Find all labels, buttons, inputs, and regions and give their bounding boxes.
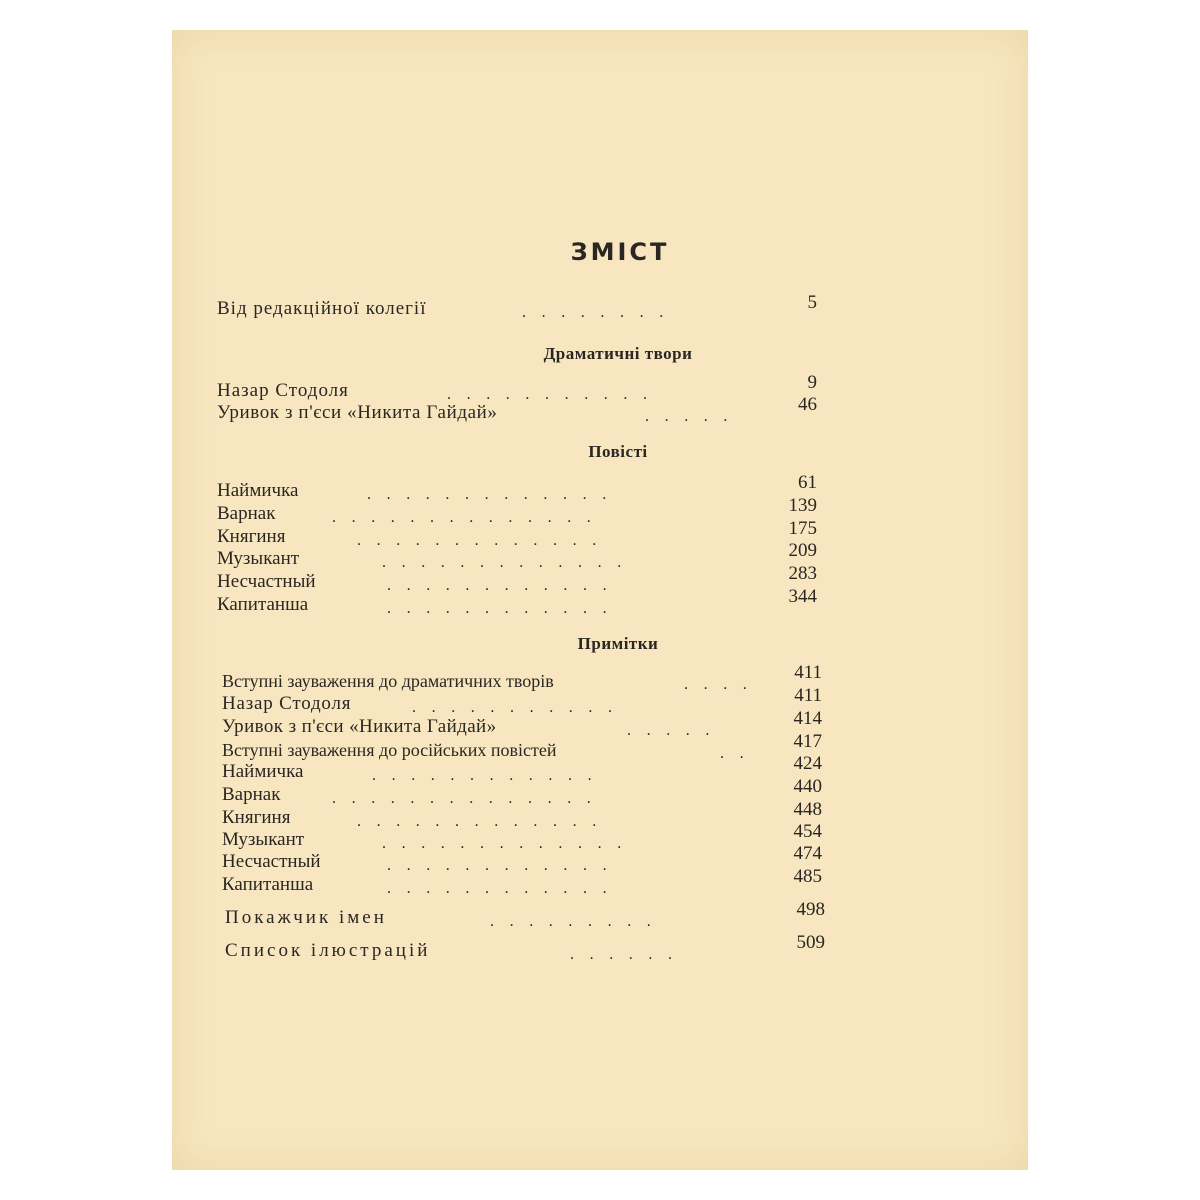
toc-entry-label: Уривок з п'єси «Никита Гайдай» [222,716,497,737]
toc-entry[interactable] [222,731,822,762]
toc-entry-page: 454 [793,821,822,842]
section-heading-stories: Повісті [588,442,648,461]
leader-dots: ............. [357,813,612,830]
section-heading-drama: Драматичні твори [543,344,693,363]
toc-entry[interactable] [217,372,817,403]
toc-entry-page: 175 [788,518,817,539]
toc-entry-page: 440 [793,776,822,797]
toc-entry-label: Княгиня [222,807,291,828]
toc-entry[interactable] [222,685,822,716]
leader-dots: ............ [372,767,608,784]
toc-entry[interactable] [217,586,817,617]
toc-entry-label: Музыкант [217,548,300,569]
toc-entry-label: Вступні зауваження до драматичних творів [222,671,554,691]
toc-entry-label: Капитанша [222,874,314,895]
leader-dots: ......... [490,913,667,930]
leader-dots: ............ [387,600,623,617]
leader-dots: .............. [332,509,607,526]
leader-dots: ............ [387,577,623,594]
toc-entry-page: 448 [793,799,822,820]
leader-dots: ........ [522,304,679,321]
toc-entry-label: Капитанша [217,594,309,615]
toc-entry-page: 283 [788,563,817,584]
toc-entry[interactable] [222,866,822,897]
toc-entry-label: Княгиня [217,526,286,547]
toc-entry-page: 344 [788,586,817,607]
leader-dots: ............. [357,532,612,549]
leader-dots: ............. [382,835,637,852]
leader-dots: ..... [627,722,725,739]
toc-entry-page: 9 [807,372,817,393]
leader-dots: ............ [387,857,623,874]
section-heading-notes: Примітки [577,634,659,653]
toc-entry-label: Покажчик імен [225,907,387,928]
toc-entry-label: Назар Стодоля [222,693,352,714]
toc-entry[interactable] [222,662,822,693]
toc-entry[interactable] [222,799,822,830]
toc-entry-page: 485 [793,866,822,887]
leader-dots: ........... [447,386,663,403]
toc-entry-page: 5 [807,292,817,313]
toc-entry[interactable] [217,518,817,549]
toc-entry-label: Варнак [217,503,276,524]
toc-entry-index[interactable] [225,899,825,930]
toc-entry-label: Несчастный [217,571,316,592]
book-page [172,30,1028,1170]
toc-entry-label: Уривок з п'єси «Никита Гайдай» [217,402,498,423]
leader-dots: ..... [645,408,743,425]
toc-entry[interactable] [217,563,817,594]
page-title: ЗМІСТ [570,238,670,266]
toc-entry-label: Від редакційної колегії [217,298,427,319]
toc-entry-label: Вступні зауваження до російських повістей [222,740,557,760]
leader-dots: .... [684,676,763,693]
leader-dots: ............ [387,880,623,897]
toc-entry-label: Наймичка [222,761,304,782]
leader-dots: ............. [382,554,637,571]
leader-dots: ........... [412,699,628,716]
toc-entry-page: 411 [794,662,822,683]
toc-entry[interactable] [217,394,817,425]
toc-entry-page: 139 [788,495,817,516]
toc-entry-label: Несчастный [222,851,321,872]
toc-entry-label: Список ілюстрацій [225,940,431,961]
toc-entry-page: 509 [796,932,825,953]
leader-dots: ...... [570,946,688,963]
toc-entry-page: 209 [788,540,817,561]
toc-entry[interactable] [222,776,822,807]
toc-entry[interactable] [222,753,822,784]
toc-entry-page: 474 [793,843,822,864]
toc-entry-page: 414 [793,708,822,729]
toc-entry-label: Наймичка [217,480,299,501]
leader-dots: ............. [367,486,622,503]
toc-entry[interactable] [222,821,822,852]
toc-entry[interactable] [217,540,817,571]
toc-entry[interactable] [217,495,817,526]
toc-entry-page: 46 [798,394,817,415]
toc-entry-label: Назар Стодоля [217,380,349,401]
toc-entry-page: 61 [798,472,817,493]
toc-entry-illustrations[interactable] [225,932,825,963]
toc-entry-page: 411 [794,685,822,706]
toc-entry-page: 498 [796,899,825,920]
toc-entry-label: Варнак [222,784,281,805]
toc-entry-label: Музыкант [222,829,305,850]
toc-entry-page: 417 [793,731,822,752]
toc-entry-page: 424 [793,753,822,774]
leader-dots: .. [720,745,760,762]
toc-entry[interactable] [222,843,822,874]
toc-entry[interactable] [217,472,817,503]
toc-entry-editorial[interactable] [217,292,817,321]
leader-dots: .............. [332,790,607,807]
toc-entry[interactable] [222,708,822,739]
